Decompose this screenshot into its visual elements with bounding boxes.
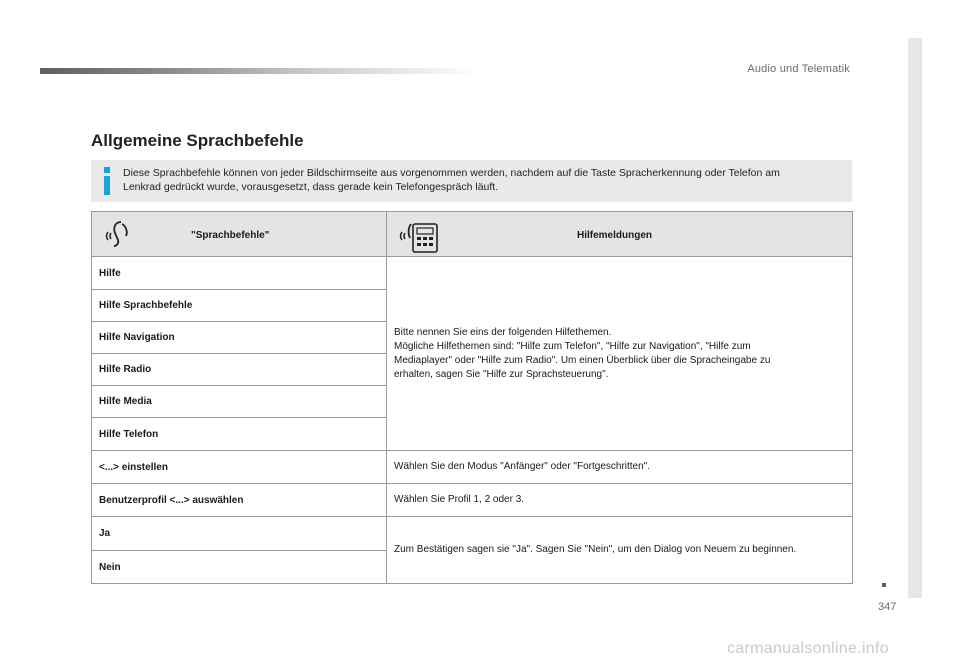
col-header-commands: [92, 212, 387, 257]
command-cell: Hilfe Telefon: [92, 418, 387, 451]
help-response-line-2: Mögliche Hilfethemen sind: "Hilfe zum Telefon", "Hilfe zur Navigation", "Hilfe zum: [394, 340, 751, 352]
table-row: [92, 451, 853, 484]
voice-command-icon: [102, 218, 140, 252]
help-response-line-1: Bitte nennen Sie eins der folgenden Hilfethemen.: [394, 326, 612, 338]
command-cell: Hilfe Sprachbefehle: [92, 290, 387, 322]
section-label: Audio und Telematik: [747, 63, 850, 75]
response-cell: Zum Bestätigen sagen sie "Ja". Sagen Sie "Nein", um den Dialog von Neuem zu beginnen.: [387, 517, 853, 584]
response-cell: Wählen Sie Profil 1, 2 oder 3.: [387, 484, 853, 517]
command-cell: Hilfe Radio: [92, 354, 387, 386]
col-header-help: [387, 212, 853, 257]
command-cell: Hilfe Navigation: [92, 322, 387, 354]
info-line-1: Diese Sprachbefehle können von jeder Bildschirmseite aus vorgenommen werden, nachdem auf die Taste Spracherkennung oder Telefon am: [123, 167, 780, 179]
voice-command-table: [91, 211, 853, 584]
command-cell: Nein: [92, 551, 387, 584]
col-header-commands-label: "Sprachbefehle": [191, 230, 270, 241]
info-box: [91, 160, 852, 202]
table-row: [92, 517, 853, 551]
help-response-cell: [387, 257, 853, 451]
watermark: carmanualsonline.info: [727, 640, 889, 657]
command-cell: Benutzerprofil <...> auswählen: [92, 484, 387, 517]
header-gradient-bar: [40, 68, 480, 74]
info-icon: [101, 167, 113, 195]
help-response-line-4: erhalten, sagen Sie "Hilfe zur Sprachsteuerung".: [394, 368, 609, 380]
table-row: [92, 257, 853, 290]
command-cell: <...> einstellen: [92, 451, 387, 484]
page-marker: [882, 583, 886, 587]
page-title: Allgemeine Sprachbefehle: [91, 131, 304, 150]
command-cell: Hilfe Media: [92, 386, 387, 418]
help-response-line-3: Mediaplayer" oder "Hilfe zum Radio". Um einen Überblick über die Spracheingabe zu: [394, 354, 771, 366]
voice-help-icon: [397, 218, 441, 254]
info-line-2: Lenkrad gedrückt wurde, vorausgesetzt, dass gerade kein Telefongespräch läuft.: [123, 181, 499, 193]
page-number: 347: [878, 601, 897, 613]
command-cell: Hilfe: [92, 257, 387, 290]
table-row: [92, 484, 853, 517]
info-text: [123, 166, 838, 194]
command-cell: Ja: [92, 517, 387, 551]
side-strip: [908, 38, 922, 598]
table-header-row: [92, 212, 853, 257]
response-cell: Wählen Sie den Modus "Anfänger" oder "Fortgeschritten".: [387, 451, 853, 484]
col-header-help-label: Hilfemeldungen: [577, 230, 653, 241]
